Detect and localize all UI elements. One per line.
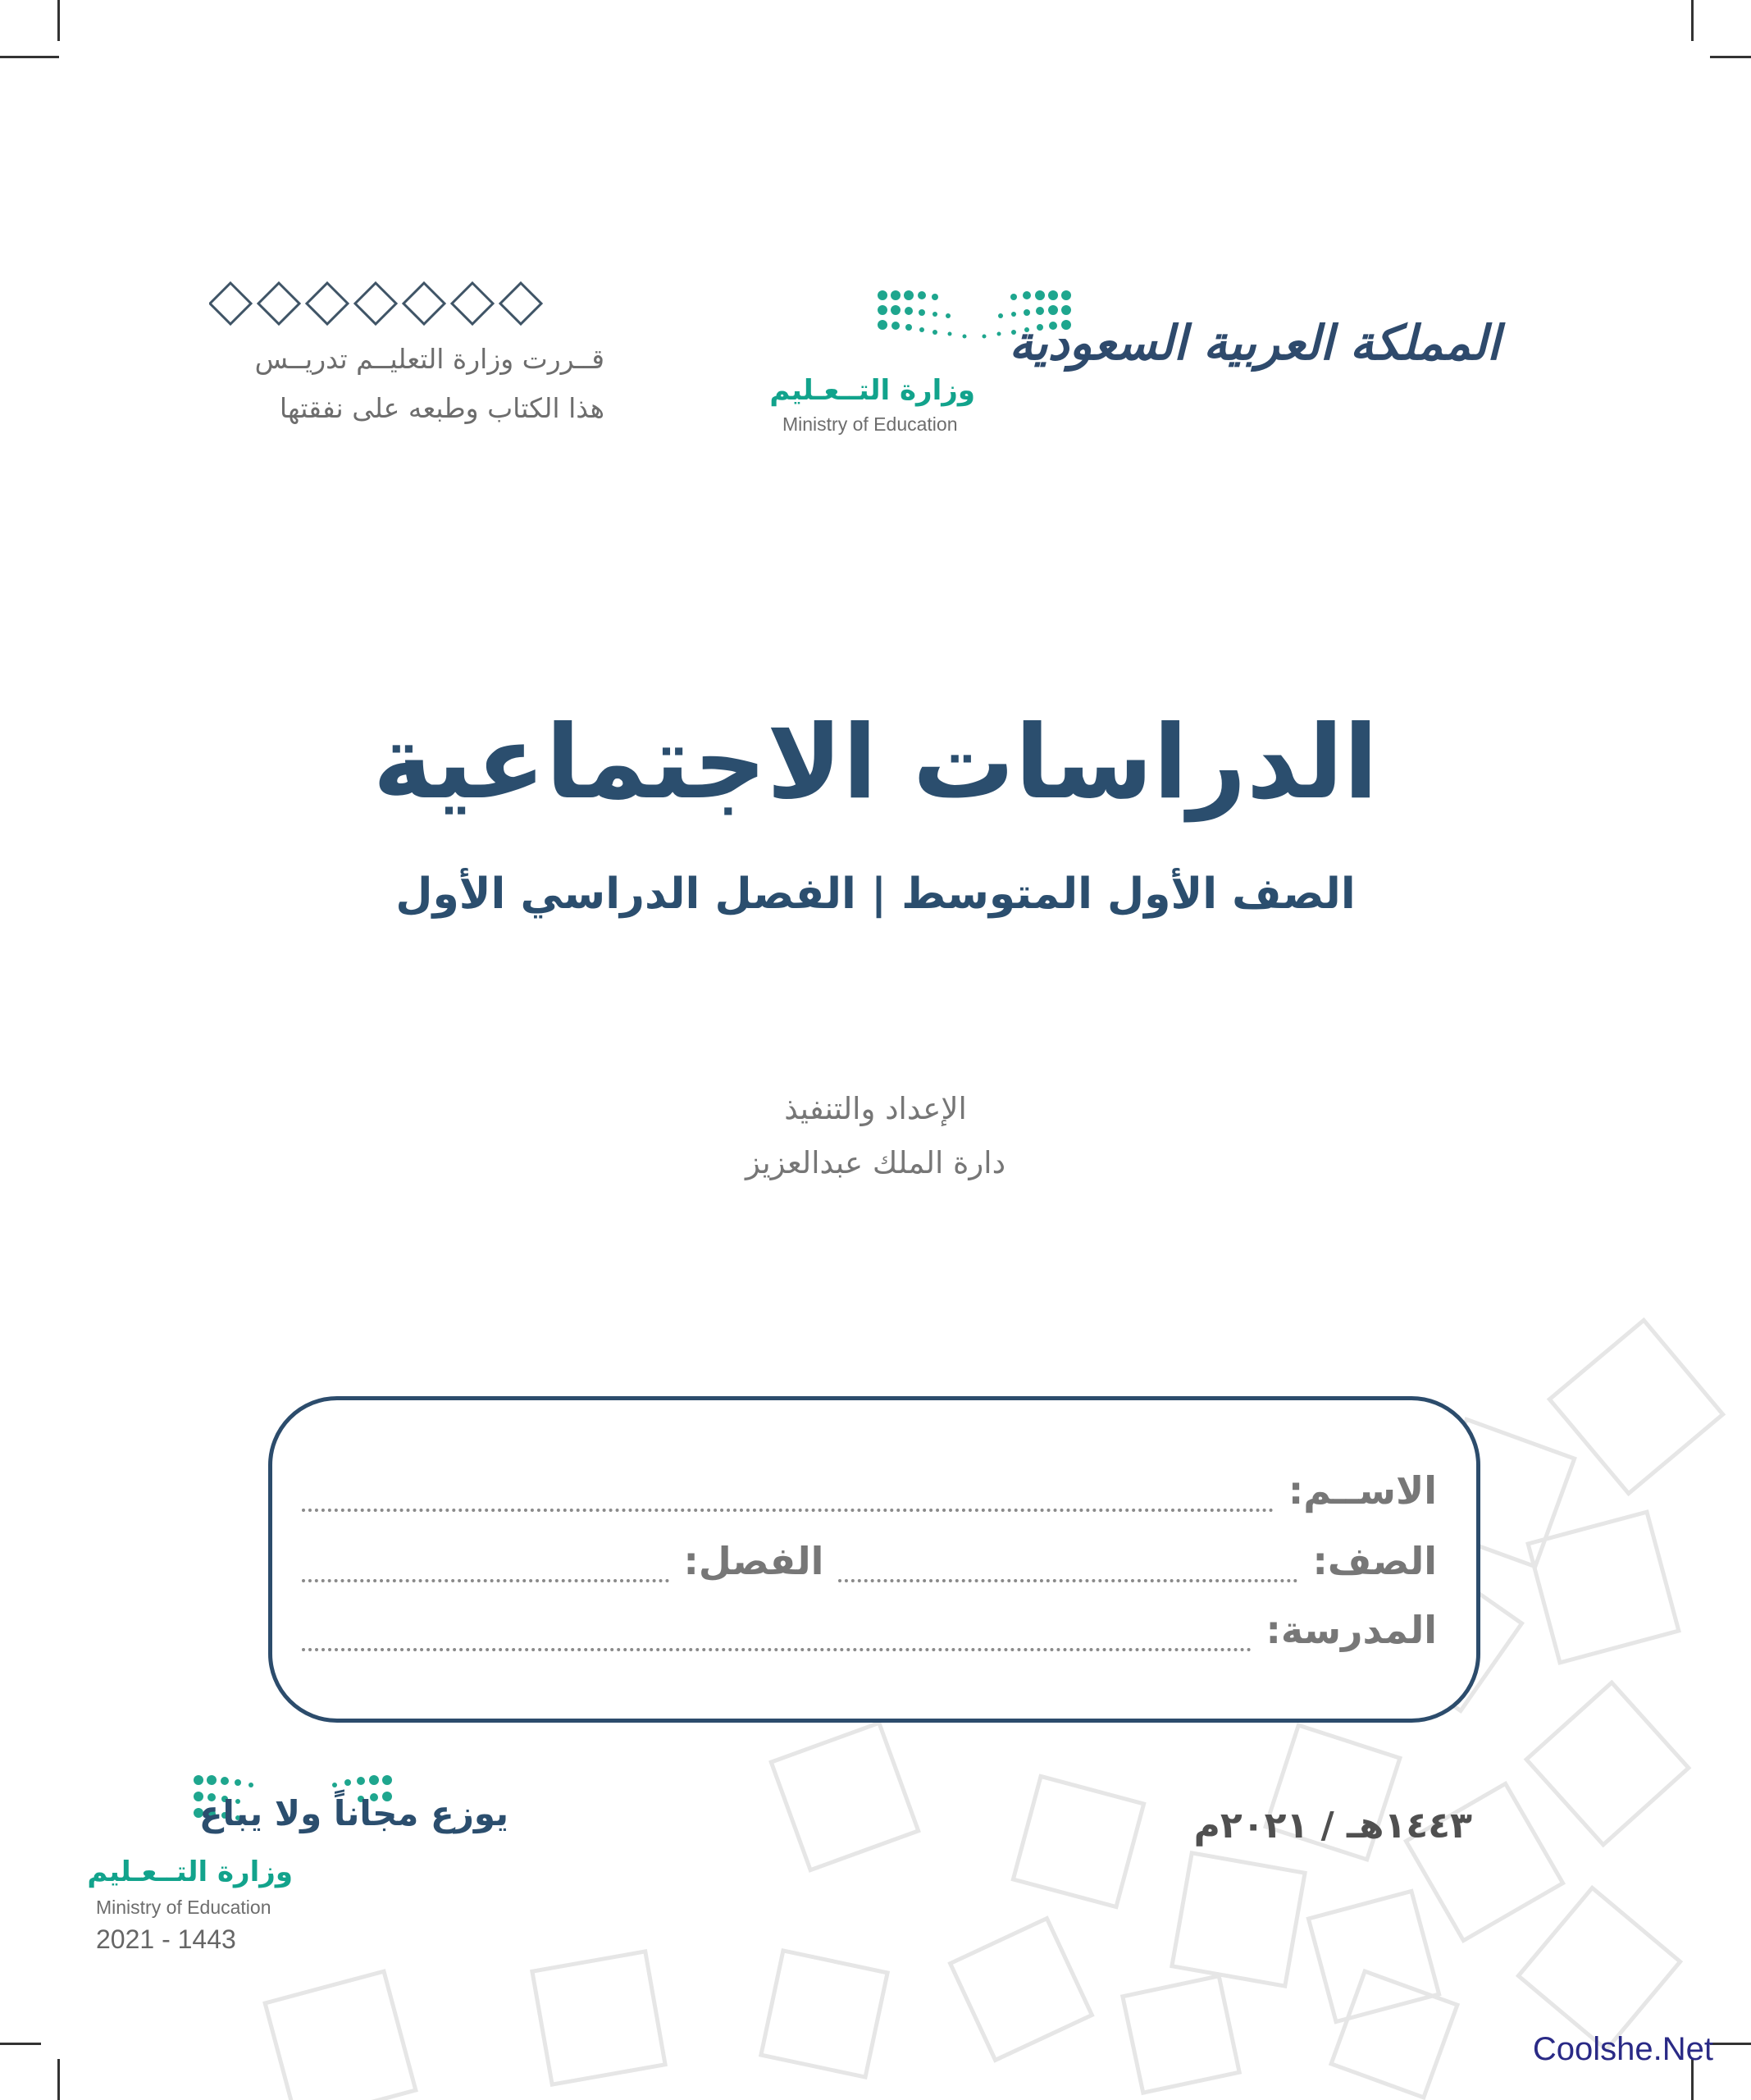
student-info-box	[268, 1396, 1480, 1723]
school-row	[302, 1605, 1437, 1655]
book-title: الدراسات الاجتماعية	[372, 704, 1379, 822]
name-row	[302, 1466, 1437, 1515]
school-label: المدرسة:	[1265, 1608, 1437, 1652]
edition-year: ١٤٤٣هـ / ٢٠٢١م	[1193, 1805, 1472, 1847]
prepared-label: الإعداد والتنفيذ	[784, 1091, 967, 1126]
course-line-2: هذا الكتاب وطبعه على نفقتها	[279, 392, 604, 424]
name-field[interactable]	[302, 1486, 1274, 1512]
prepared-by: دارة الملك عبدالعزيز	[745, 1145, 1006, 1180]
free-distribution-text: يوزع مجاناً ولا يباع	[198, 1793, 508, 1833]
grade-row	[302, 1536, 1437, 1586]
course-line-1: قــررت وزارة التعليــم تدريــس	[254, 343, 604, 375]
book-subtitle: الصف الأول المتوسط | الفصل الدراسي الأول	[395, 870, 1356, 919]
watermark-text: Coolshe.Net	[1532, 2031, 1713, 2067]
kingdom-calligraphy-logo: المملكة العربية السعودية	[1009, 315, 1500, 371]
ministry-name-en: Ministry of Education	[782, 413, 958, 435]
crop-mark-bottom-left-h	[0, 2043, 41, 2045]
ministry-name-ar: وزارة التــعـليم	[769, 374, 975, 407]
footer-years-latin: 2021 - 1443	[96, 1924, 236, 1954]
crop-mark-top-right-v	[1691, 0, 1694, 41]
name-label: الاســم:	[1288, 1468, 1437, 1513]
crop-mark-top-left-v	[57, 0, 60, 41]
crop-mark-top-right-h	[1710, 56, 1751, 58]
crop-mark-bottom-right-h	[1710, 2043, 1751, 2045]
grade-label: الصف:	[1312, 1539, 1437, 1583]
diamond-row-icon	[209, 279, 554, 328]
crop-mark-bottom-left-v	[57, 2059, 60, 2100]
class-field[interactable]	[302, 1556, 669, 1582]
footer-ministry-name-en: Ministry of Education	[96, 1897, 271, 1918]
school-field[interactable]	[302, 1625, 1252, 1651]
class-label: الفصل:	[683, 1539, 824, 1583]
footer-ministry-name-ar: وزارة التــعـليم	[87, 1856, 293, 1888]
grade-field[interactable]	[838, 1556, 1297, 1582]
crop-mark-top-left-h	[0, 56, 59, 58]
